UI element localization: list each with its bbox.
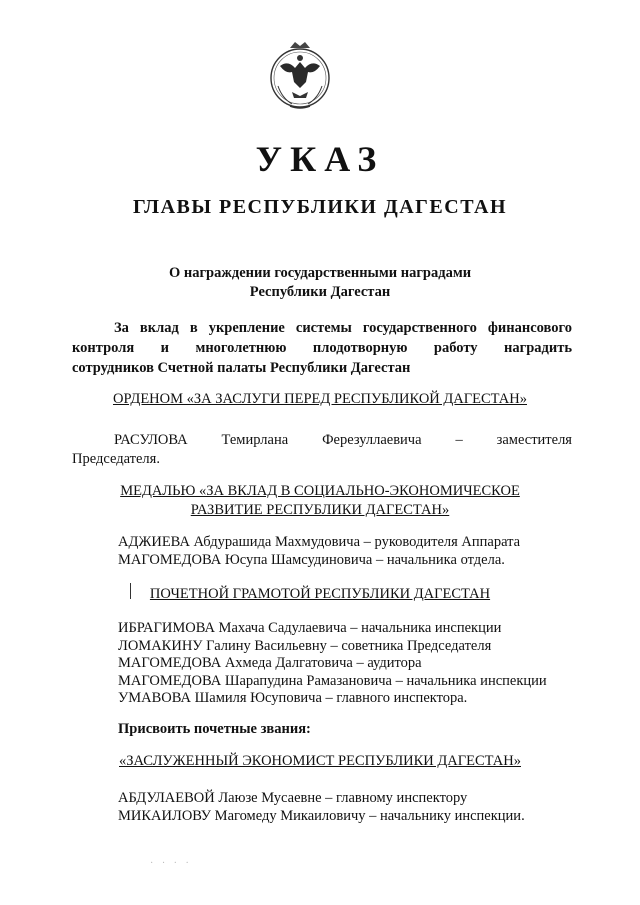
order-patronymic: Ферезуллаевича xyxy=(322,432,422,448)
preamble-line-2: контроля и многолетнюю плодотворную работу наградить xyxy=(72,340,572,356)
order-heading: ОРДЕНОМ «ЗА ЗАСЛУГИ ПЕРЕД РЕСПУБЛИКОЙ ДАГЕСТАН» xyxy=(112,391,527,407)
honorary-title-recipients xyxy=(118,790,525,825)
list-item: МАГОМЕДОВА Ахмеда Далгатовича – аудитора xyxy=(118,655,422,671)
order-dash: – xyxy=(455,432,463,448)
medal-heading xyxy=(0,482,640,520)
dagestan-coat-of-arms-icon xyxy=(268,38,332,114)
honorary-title-heading: «ЗАСЛУЖЕННЫЙ ЭКОНОМИСТ РЕСПУБЛИКИ ДАГЕСТАН» xyxy=(119,753,521,769)
order-role: заместителя xyxy=(496,432,572,448)
list-item: МИКАИЛОВУ Магомеду Микаиловичу – начальнику инспекции. xyxy=(118,807,525,824)
order-recipient xyxy=(72,431,572,469)
medal-heading-line-2: РАЗВИТИЕ РЕСПУБЛИКИ ДАГЕСТАН» xyxy=(190,502,450,518)
medal-recipients xyxy=(118,534,520,569)
list-item: УМАВОВА Шамиля Юсуповича – главного инспектора. xyxy=(118,690,468,706)
order-surname: РАСУЛОВА xyxy=(114,432,188,448)
subject-line-2: Республики Дагестан xyxy=(249,284,391,300)
list-item: МАГОМЕДОВА Шарапудина Рамазановича – начальника инспекции xyxy=(118,672,547,689)
subject-line-1: О награждении государственными наградами xyxy=(168,265,472,281)
list-item: ЛОМАКИНУ Галину Васильевну – советника Председателя xyxy=(118,637,492,654)
decree-subject xyxy=(0,264,640,302)
decree-issuer: ГЛАВЫ РЕСПУБЛИКИ ДАГЕСТАН xyxy=(132,196,508,218)
list-item: МАГОМЕДОВА Юсупа Шамсудиновича – начальника отдела. xyxy=(118,551,505,568)
preamble-line-1: За вклад в укрепление системы государственного финансового xyxy=(114,320,572,336)
list-item: АБДУЛАЕВОЙ Лаюзе Мусаевне – главному инспектору xyxy=(118,790,468,806)
diploma-heading: ПОЧЕТНОЙ ГРАМОТОЙ РЕСПУБЛИКИ ДАГЕСТАН xyxy=(149,586,491,602)
medal-heading-line-1: МЕДАЛЬЮ «ЗА ВКЛАД В СОЦИАЛЬНО-ЭКОНОМИЧЕСКОЕ xyxy=(120,483,520,499)
honorary-titles-intro: Присвоить почетные звания: xyxy=(118,721,311,737)
list-item: АДЖИЕВА Абдурашида Махмудовича – руководителя Аппарата xyxy=(118,534,521,550)
list-item: ИБРАГИМОВА Махача Садулаевича – начальника инспекции xyxy=(118,620,502,636)
preamble xyxy=(72,318,572,378)
order-first-name: Темирлана xyxy=(221,432,289,448)
preamble-line-3: сотрудников Счетной палаты Республики Дагестан xyxy=(72,360,411,376)
diploma-recipients xyxy=(118,620,547,708)
decree-title: УКАЗ xyxy=(255,139,385,179)
order-role-continued: Председателя. xyxy=(72,451,160,467)
scan-artifact: · · · · xyxy=(150,858,192,869)
